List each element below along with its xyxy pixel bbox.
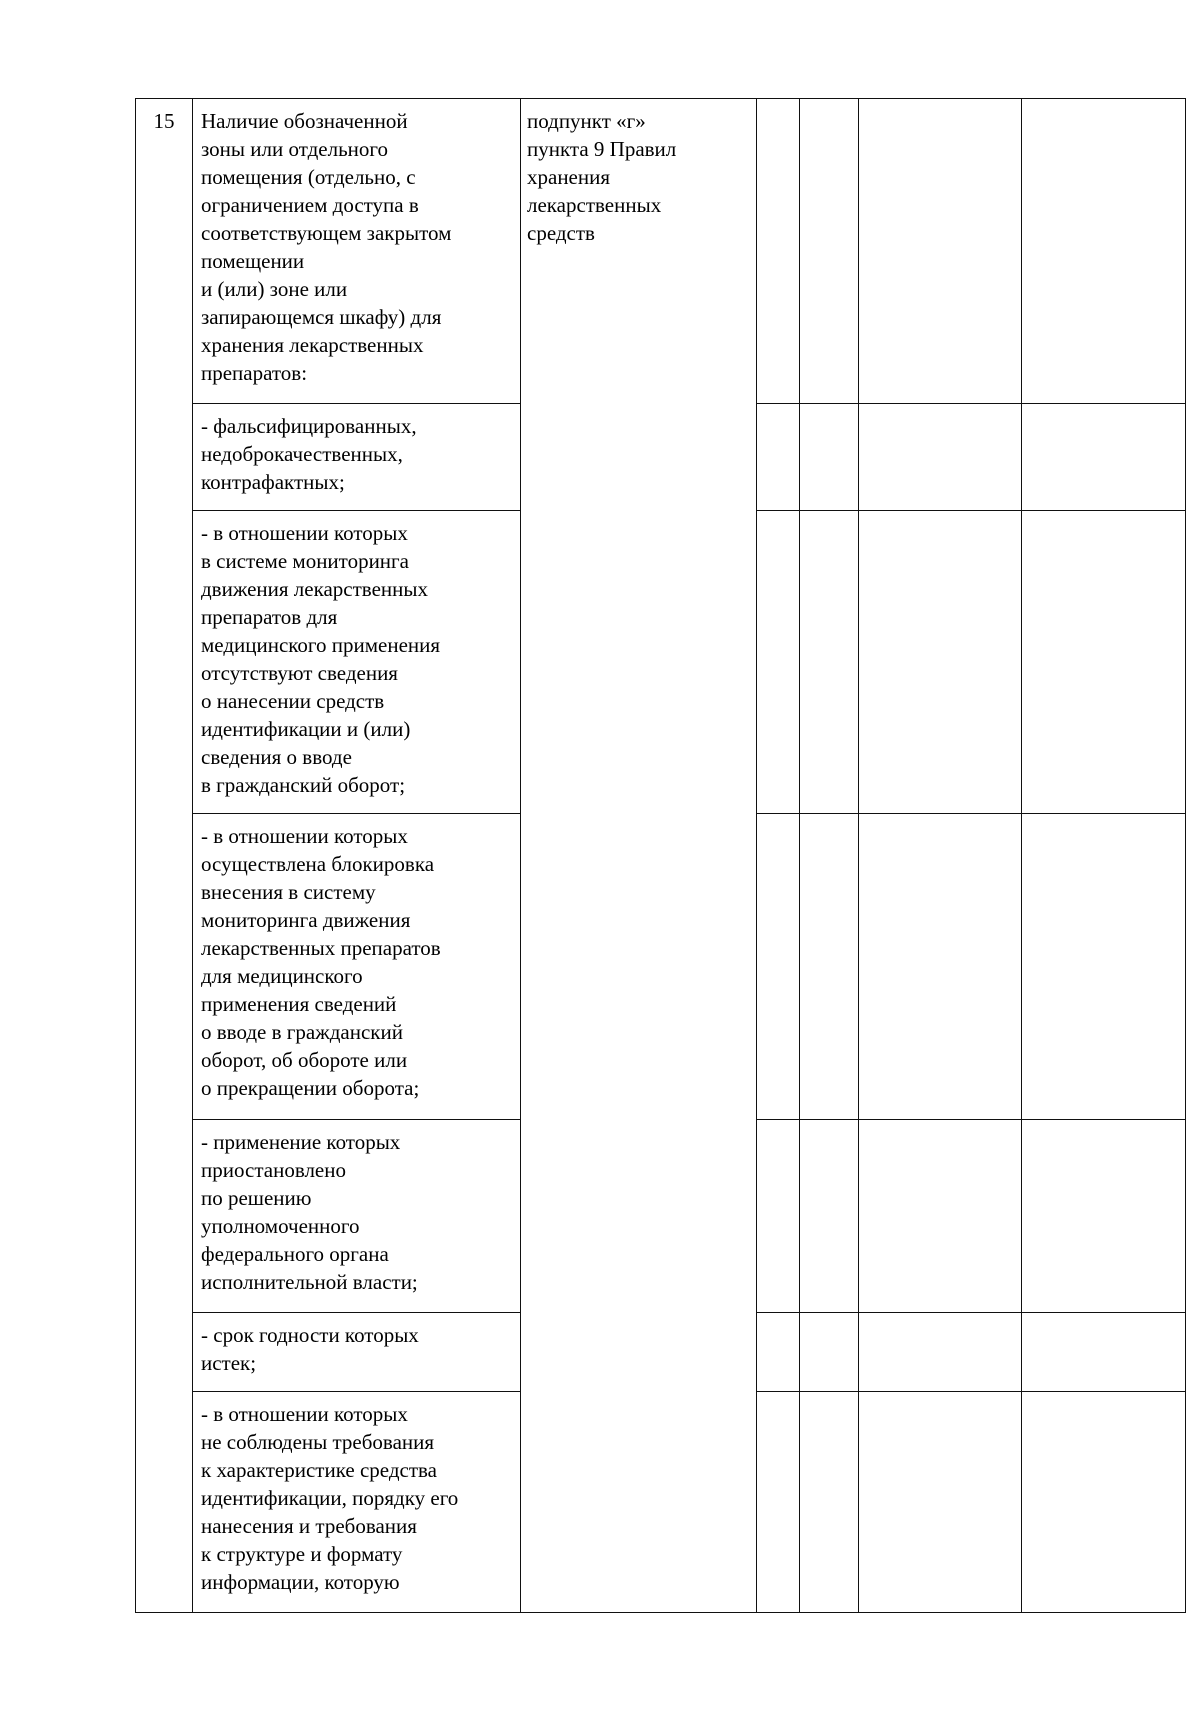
requirement-text: - фальсифицированных, недоброкачественных, контрафактных; <box>201 414 417 494</box>
answer-no-cell <box>800 404 859 511</box>
requirement-cell <box>193 404 521 511</box>
answer-no-cell <box>800 814 859 1120</box>
table-row <box>136 99 1186 404</box>
answer-yes-cell <box>757 404 800 511</box>
answer-yes-cell <box>757 511 800 814</box>
requirement-cell <box>193 1120 521 1313</box>
answer-no-cell <box>800 1313 859 1392</box>
requirement-cell <box>193 1313 521 1392</box>
legal-reference-text: подпункт «г» пункта 9 Правил хранения лекарственных средств <box>527 109 677 245</box>
note-cell <box>1022 404 1186 511</box>
requirement-cell <box>193 814 521 1120</box>
requirement-cell <box>193 1392 521 1613</box>
requirement-cell <box>193 511 521 814</box>
row-number: 15 <box>153 109 175 133</box>
answer-no-cell <box>800 1120 859 1313</box>
note-cell <box>1022 99 1186 404</box>
checklist-table <box>135 98 1186 1613</box>
requirement-text: - в отношении которых не соблюдены требования к характеристике средства идентификации, порядку его нанесения и требования к структуре и формату информации, которую <box>201 1402 459 1594</box>
answer-not-applicable-cell <box>859 1120 1022 1313</box>
requirement-cell <box>193 99 521 404</box>
requirement-text: - в отношении которых в системе мониторинга движения лекарственных препаратов для медицинского применения отсутствуют сведения о нанесении средств идентификации и (или) сведения о вводе в гражданский оборот; <box>201 521 441 797</box>
note-cell <box>1022 511 1186 814</box>
answer-not-applicable-cell <box>859 1392 1022 1613</box>
note-cell <box>1022 1392 1186 1613</box>
legal-reference-cell <box>521 99 757 1613</box>
note-cell <box>1022 814 1186 1120</box>
answer-yes-cell <box>757 1392 800 1613</box>
answer-not-applicable-cell <box>859 404 1022 511</box>
answer-not-applicable-cell <box>859 814 1022 1120</box>
requirement-text: Наличие обозначенной зоны или отдельного помещения (отдельно, с ограничением доступа в соответствующем закрытом помещении и (или) зоне или запирающемся шкафу) для хранения лекарственных препаратов: <box>201 109 452 385</box>
requirement-text: - применение которых приостановлено по решению уполномоченного федерального органа исполнительной власти; <box>201 1130 418 1294</box>
requirement-text: - в отношении которых осуществлена блокировка внесения в систему мониторинга движения лекарственных препаратов для медицинского применения сведений о вводе в гражданский оборот, об обороте или о прекращении оборота; <box>201 824 441 1100</box>
note-cell <box>1022 1120 1186 1313</box>
answer-not-applicable-cell <box>859 1313 1022 1392</box>
answer-no-cell <box>800 1392 859 1613</box>
answer-not-applicable-cell <box>859 99 1022 404</box>
answer-yes-cell <box>757 99 800 404</box>
row-number-cell <box>136 99 193 1613</box>
answer-not-applicable-cell <box>859 511 1022 814</box>
answer-yes-cell <box>757 1120 800 1313</box>
note-cell <box>1022 1313 1186 1392</box>
answer-yes-cell <box>757 1313 800 1392</box>
answer-no-cell <box>800 99 859 404</box>
requirement-text: - срок годности которых истек; <box>201 1323 419 1375</box>
answer-no-cell <box>800 511 859 814</box>
answer-yes-cell <box>757 814 800 1120</box>
